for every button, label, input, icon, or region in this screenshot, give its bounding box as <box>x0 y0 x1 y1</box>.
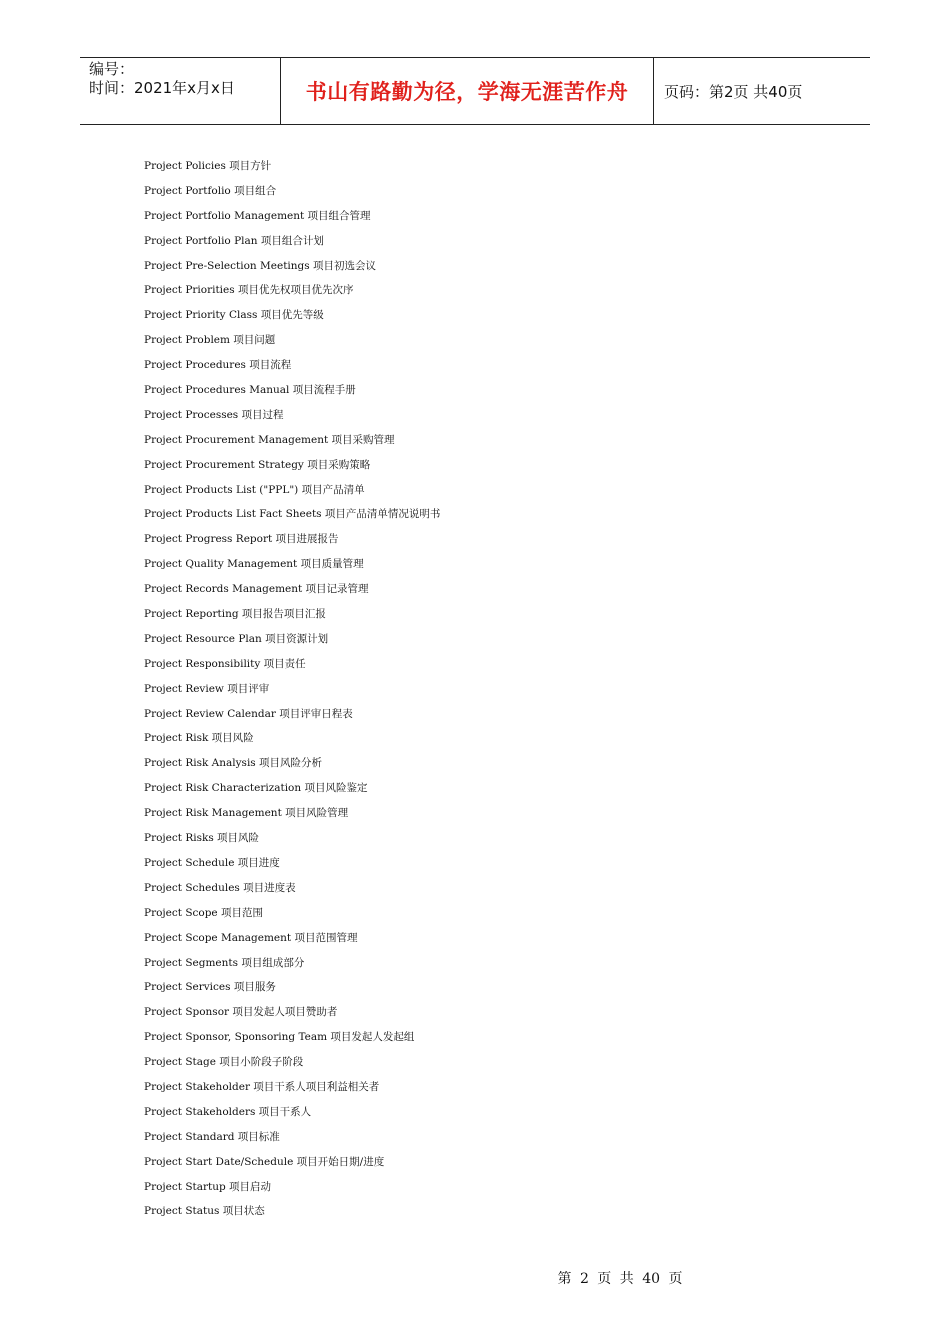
glossary-entry: Project Reporting 项目报告项目汇报 <box>144 608 326 621</box>
glossary-entry: Project Processes 项目过程 <box>144 408 284 421</box>
number-label: 编号： <box>89 60 135 78</box>
glossary-entry: Project Procurement Management 项目采购管理 <box>144 433 395 446</box>
glossary-entry: Project Policies 项目方针 <box>144 160 272 172</box>
glossary-entry: Project Risk Analysis 项目风险分析 <box>144 757 323 770</box>
glossary-entry: Project Portfolio Management 项目组合管理 <box>144 209 371 222</box>
glossary-entry: Project Segments 项目组成部分 <box>144 956 305 969</box>
glossary-entry: Project Scope 项目范围 <box>144 906 263 919</box>
glossary-entry: Project Stakeholder 项目干系人项目利益相关者 <box>144 1080 380 1093</box>
time-line: 时间：2021年x月x日 <box>89 79 235 97</box>
glossary-entry: Project Responsibility 项目责任 <box>144 657 306 670</box>
glossary-entry: Project Portfolio Plan 项目组合计划 <box>144 234 324 247</box>
page-footer: 第 2 页 共 40 页 <box>557 1271 683 1287</box>
glossary-entry: Project Review Calendar 项目评审日程表 <box>144 707 353 720</box>
glossary-entry: Project Products List ("PPL") 项目产品清单 <box>144 483 365 496</box>
glossary-entry: Project Portfolio 项目组合 <box>144 184 277 197</box>
glossary-entry: Project Schedules 项目进度表 <box>144 881 296 894</box>
glossary-entry: Project Problem 项目问题 <box>144 334 276 347</box>
glossary-entry: Project Stage 项目小阶段子阶段 <box>144 1056 304 1069</box>
glossary-entry: Project Quality Management 项目质量管理 <box>144 558 364 571</box>
glossary-entry: Project Schedule 项目进度 <box>144 856 280 869</box>
glossary-entry: Project Start Date/Schedule 项目开始日期/进度 <box>144 1155 385 1168</box>
page-header <box>80 57 870 125</box>
header-motto: 书山有路勤为径，学海无涯苦作舟 <box>281 58 654 124</box>
glossary-entry: Project Priority Class 项目优先等级 <box>144 309 324 322</box>
glossary-entry: Project Startup 项目启动 <box>144 1180 272 1193</box>
glossary-entry: Project Resource Plan 项目资源计划 <box>144 632 329 645</box>
glossary-entry: Project Records Management 项目记录管理 <box>144 583 369 596</box>
glossary-entry: Project Scope Management 项目范围管理 <box>144 931 358 944</box>
glossary-entry: Project Standard 项目标准 <box>144 1130 280 1143</box>
glossary-entry: Project Procurement Strategy 项目采购策略 <box>144 458 371 471</box>
glossary-entry: Project Priorities 项目优先权项目优先次序 <box>144 284 354 297</box>
glossary-entry: Project Stakeholders 项目干系人 <box>144 1105 312 1118</box>
glossary-entry: Project Sponsor 项目发起人项目赞助者 <box>144 1006 338 1019</box>
glossary-entry: Project Pre-Selection Meetings 项目初选会议 <box>144 259 376 272</box>
glossary-entry: Project Risk Management 项目风险管理 <box>144 807 349 820</box>
glossary-entry: Project Status 项目状态 <box>144 1205 265 1218</box>
glossary-list <box>144 154 440 1224</box>
header-page-info: 页码：第2页 共40页 <box>664 82 803 101</box>
glossary-entry: Project Review 项目评审 <box>144 682 270 695</box>
glossary-entry: Project Progress Report 项目进展报告 <box>144 533 339 546</box>
glossary-entry: Project Procedures 项目流程 <box>144 359 292 372</box>
glossary-entry: Project Services 项目服务 <box>144 981 276 994</box>
glossary-entry: Project Risks 项目风险 <box>144 832 260 845</box>
glossary-entry: Project Risk 项目风险 <box>144 732 254 745</box>
glossary-entry: Project Sponsor, Sponsoring Team 项目发起人发起组 <box>144 1031 415 1044</box>
glossary-entry: Project Risk Characterization 项目风险鉴定 <box>144 782 368 795</box>
glossary-entry: Project Procedures Manual 项目流程手册 <box>144 384 356 397</box>
header-meta <box>80 58 281 124</box>
glossary-entry: Project Products List Fact Sheets 项目产品清单情况说明书 <box>144 508 441 521</box>
